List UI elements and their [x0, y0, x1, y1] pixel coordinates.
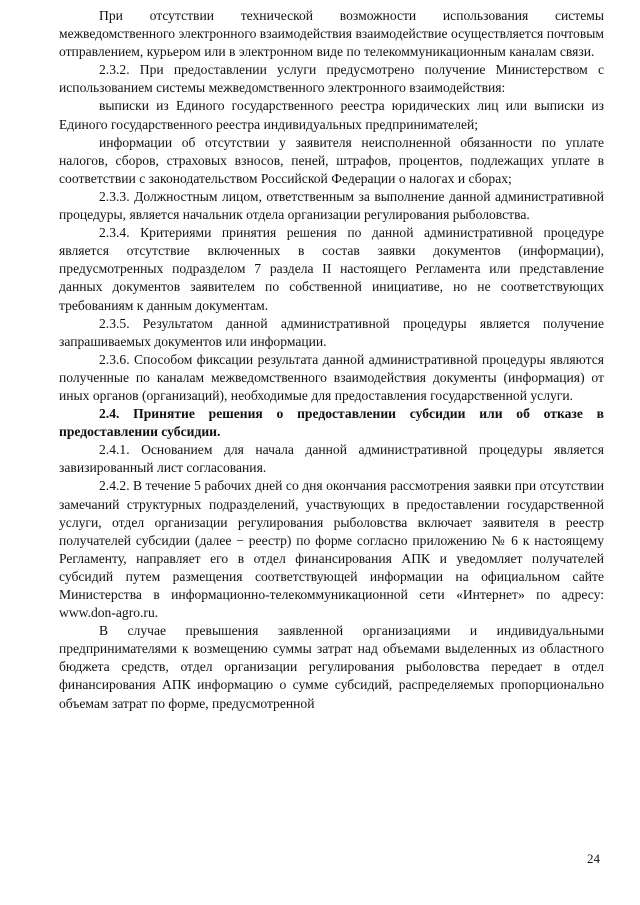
- paragraph-interaction-method: При отсутствии технической возможности использования системы межведомственного электронного взаимодействия взаимодействие осуществляется почтовым отправлением, курьером или в электронном виде по телекоммуникационным каналам связи.: [59, 8, 604, 60]
- section-heading-2-4: 2.4. Принятие решения о предоставлении субсидии или об отказе в предоставлении субсидии.: [59, 406, 604, 440]
- page-number: 24: [587, 851, 600, 866]
- paragraph-2-3-2: 2.3.2. При предоставлении услуги предусмотрено получение Министерством с использованием системы межведомственного электронного взаимодействия:: [59, 62, 604, 96]
- paragraph-2-3-6: 2.3.6. Способом фиксации результата данной административной процедуры являются полученные по каналам межведомственного взаимодействия документы (информация) от иных органов (организаций), необходимые для предоставления государственной услуги.: [59, 351, 604, 403]
- paragraph-2-4-2: 2.4.2. В течение 5 рабочих дней со дня окончания рассмотрения заявки при отсутствии замечаний структурных подразделений, участвующих в предоставлении государственной услуги, отдел организации регулирования рыболовства включает заявителя в реестр получателей субсидии (далее − реестр) по форме согласно приложению № 6 к настоящему Регламенту, направляет его в отдел финансирования АПК и уведомляет получателей субсидий путем размещения соответствующей информации на официальном сайте Министерства в информационно-телекоммуникационной сети «Интернет» по адресу: www.don-agro.ru.: [59, 478, 604, 621]
- paragraph-2-3-4: 2.3.4. Критериями принятия решения по данной административной процедуре является отсутствие включенных в состав заявки документов (информации), предусмотренных подразделом 7 раздела II настоящего Регламента или представление данных документов заявителем по собственной инициативе, но не соответствующих требованиям к данным документам.: [59, 225, 604, 313]
- paragraph-tax-info: информации об отсутствии у заявителя неисполненной обязанности по уплате налогов, сборов, страховых взносов, пеней, штрафов, процентов, подлежащих уплате в соответствии с законодательством Российской Федерации о налогах и сборах;: [59, 134, 604, 186]
- paragraph-2-4-1: 2.4.1. Основанием для начала данной административной процедуры является завизированный лист согласования.: [59, 442, 604, 476]
- paragraph-egrul-extract: выписки из Единого государственного реестра юридических лиц или выписки из Единого государственного реестра индивидуальных предпринимателей;: [59, 98, 604, 132]
- paragraph-2-3-3: 2.3.3. Должностным лицом, ответственным за выполнение данной административной процедуры, является начальник отдела организации регулирования рыболовства.: [59, 188, 604, 223]
- paragraph-2-3-5: 2.3.5. Результатом данной административной процедуры является получение запрашиваемых документов или информации.: [59, 315, 604, 349]
- paragraph-excess-case: В случае превышения заявленной организациями и индивидуальными предпринимателями к возмещению суммы затрат над объемами выделенных из областного бюджета средств, отдел организации регулирования рыболовства передает в отдел финансирования АПК информацию о сумме субсидий, распределяемых пропорционально объемам затрат по форме, предусмотренной: [59, 623, 604, 711]
